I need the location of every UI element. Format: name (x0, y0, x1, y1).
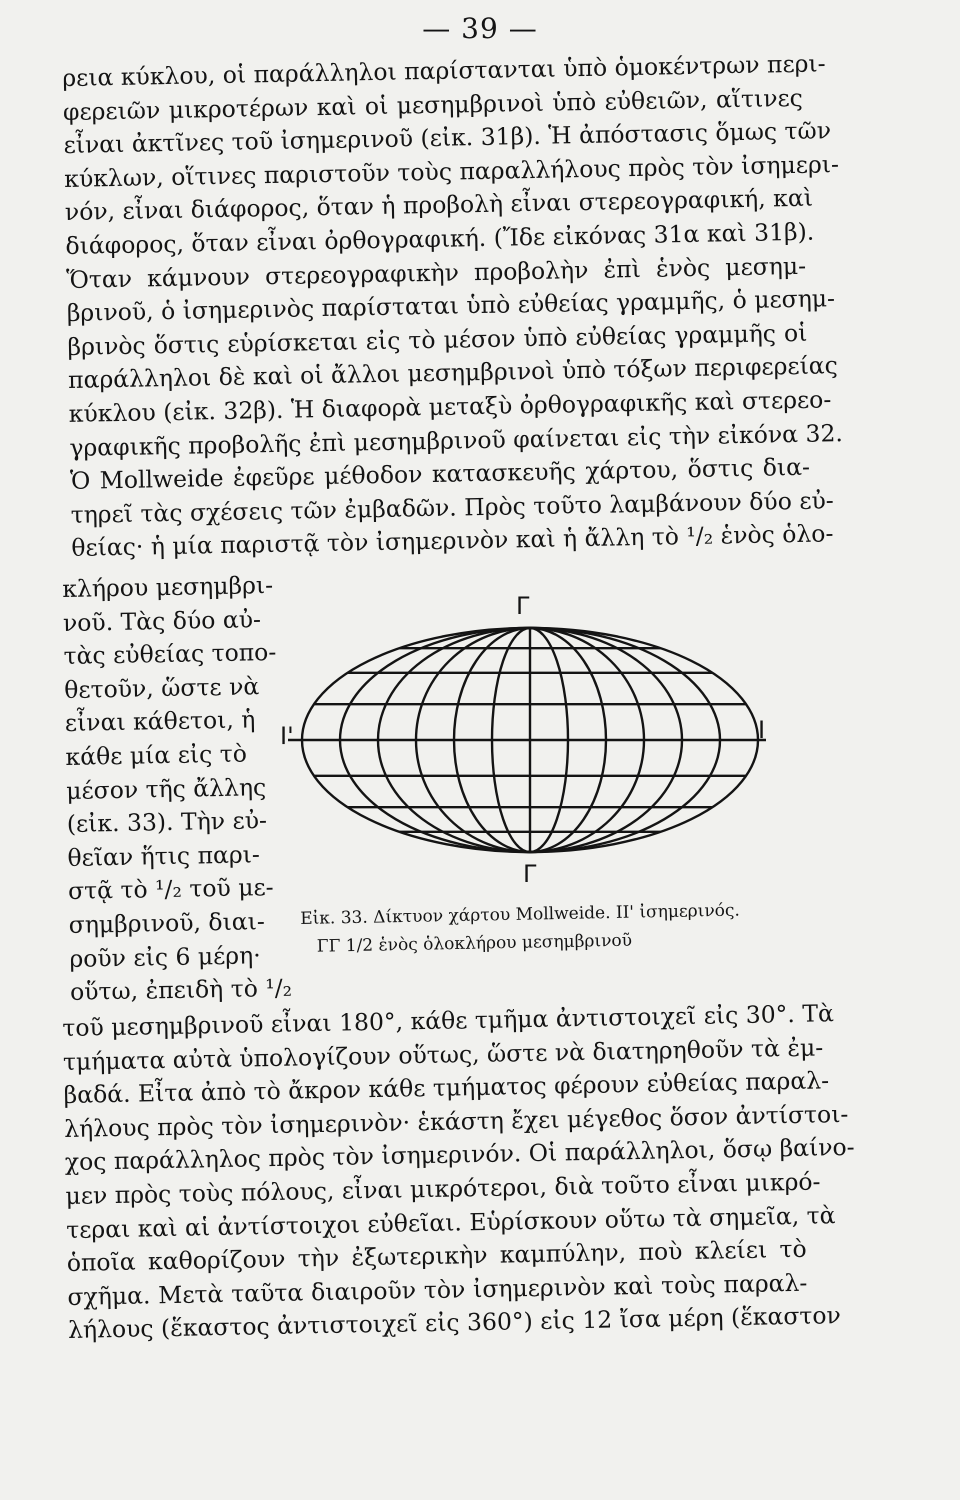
text-line: βαδά. Εἶτα ἀπὸ τὸ ἄκρον κάθε τμήματος φέρουν εὐθείας παραλ- (63, 1066, 830, 1110)
label-gamma-top: Γ (516, 592, 530, 620)
bottom-paragraphs (62, 998, 855, 1348)
text-line: βρινοῦ, ὁ ἰσημερινὸς παρίσταται ὑπὸ εὐθείας γραμμῆς, ὁ μεσημ- (66, 284, 836, 328)
text-line: μέσον τῆς ἄλλης (65, 772, 267, 805)
text-line: Ὁ Mollweide ἐφεῦρε μέθοδον κατασκευῆς χάρτου, ὅστις δια- (69, 452, 811, 496)
text-line: κάθε μία εἰς τὸ (65, 739, 248, 771)
text-line: ρεια κύκλου, οἱ παράλληλοι παρίστανται ὑπὸ ὁμοκέντρων περι- (62, 49, 826, 92)
text-line: παράλληλοι δὲ καὶ οἱ ἄλλοι μεσημβρινοὶ ὑπὸ τόξων περιφερείας (67, 351, 839, 395)
text-line: θείας· ἡ μία παριστᾷ τὸν ἰσημερινὸν καὶ ἡ ἄλλη τὸ ¹/₂ ἑνὸς ὁλο- (71, 519, 834, 563)
text-line: τεραι καὶ αἱ ἀντίστοιχοι εὐθεῖαι. Εὑρίσκουν οὕτω τὰ σημεῖα, τὰ (65, 1200, 836, 1244)
text-line: σημβρινοῦ, διαι- (68, 907, 266, 939)
text-line: τὰς εὐθείας τοπο- (63, 638, 277, 671)
text-line: οὕτω, ἐπειδὴ τὸ ¹/₂ (69, 973, 293, 1007)
text-line: Ὅταν κάμνουν στερεογραφικὴν προβολὴν ἐπὶ ἑνὸς μεσημ- (65, 251, 807, 294)
text-line: ροῦν εἰς 6 μέρη· (69, 940, 261, 973)
text-line: λήλους πρὸς τὸν ἰσημερινὸν· ἑκάστη ἔχει μέγεθος ὅσον ἀντίστοι- (63, 1099, 849, 1143)
label-iota-right: Ι (758, 716, 766, 744)
text-line: εἶναι ἀκτῖνες τοῦ ἰσημερινοῦ (εἰκ. 31β). Ἡ ἀπόστασις ὅμως τῶν (63, 116, 832, 160)
text-line: νόν, εἶναι διάφορος, ὅταν ἡ προβολὴ εἶναι στερεογραφική, καὶ (64, 183, 814, 227)
text-line: βρινὸς ὅστις εὑρίσκεται εἰς τὸ μέσον ὑπὸ εὐθείας γραμμῆς οἱ (67, 318, 808, 361)
text-line: ὁποῖα καθορίζουν τὴν ἐξωτερικὴν καμπύλην, ποὺ κλείει τὸ (66, 1234, 807, 1278)
text-line: κλήρου μεσημβρι- (62, 570, 274, 603)
caption-line-1: Εἰκ. 33. Δίκτυον χάρτου Mollweide. ΙΙ' ἰσημερινός. (300, 900, 741, 929)
text-line: γραφικῆς προβολῆς ἐπὶ μεσημβρινοῦ φαίνεται εἰς τὴν εἰκόνα 32. (69, 418, 844, 462)
text-line: (εἰκ. 33). Τὴν εὐ- (66, 806, 268, 839)
mollweide-figure (268, 590, 788, 920)
text-line: διάφορος, ὅταν εἶναι ὀρθογραφική. (Ἴδε εἰκόνας 31α καὶ 31β). (65, 217, 815, 260)
page-number: — 39 — (422, 12, 538, 45)
text-line: μεν πρὸς τοὺς πόλους, εἶναι μικρότεροι, διὰ τοῦτο εἶναι μικρό- (65, 1167, 821, 1210)
text-line: τμήματα αὐτὰ ὑπολογίζουν οὕτως, ὥστε νὰ διατηρηθοῦν τὰ ἐμ- (62, 1032, 824, 1076)
figure-caption (300, 895, 801, 961)
text-line: θετοῦν, ὥστε νὰ (63, 672, 260, 704)
label-gamma-bottom: Γ (523, 860, 537, 888)
text-line: στᾷ τὸ ¹/₂ τοῦ με- (67, 873, 274, 906)
text-line: τοῦ μεσημβρινοῦ εἶναι 180°, κάθε τμῆμα ἀντιστοιχεῖ εἰς 30°. Τὰ (62, 999, 835, 1042)
text-line: χος παράλληλος πρὸς τὸν ἰσημερινόν. Οἱ παράλληλοι, ὅσῳ βαίνο- (64, 1133, 855, 1177)
text-line: σχῆμα. Μετὰ ταῦτα διαιροῦν τὸν ἰσημερινὸν καὶ τοὺς παραλ- (67, 1268, 808, 1311)
text-line: εἶναι κάθετοι, ἡ (64, 705, 256, 738)
label-iota-left: Ι' (280, 722, 294, 750)
text-line: θεῖαν ἥτις παρι- (67, 840, 261, 872)
caption-line-2: ΓΓ 1/2 ἑνὸς ὁλοκλήρου μεσημβρινοῦ (316, 930, 633, 957)
top-paragraphs (62, 48, 844, 566)
text-line: νοῦ. Τὰς δύο αὐ- (62, 604, 262, 637)
text-line: κύκλου (εἰκ. 32β). Ἡ διαφορὰ μεταξὺ ὀρθογραφικῆς καὶ στερεο- (68, 385, 832, 428)
text-line: κύκλων, οἵτινες παριστοῦν τοὺς παραλλήλους πρὸς τὸν ἰσημερι- (63, 149, 840, 193)
text-line: φερειῶν μικροτέρων καὶ οἱ μεσημβρινοὶ ὑπὸ εὐθειῶν, αἵτινες (62, 83, 804, 126)
text-line: λήλους (ἕκαστος ἀντιστοιχεῖ εἰς 360°) εἰς 12 ἴσα μέρη (ἕκαστον (67, 1301, 842, 1345)
text-line: τηρεῖ τὰς σχέσεις τῶν ἐμβαδῶν. Πρὸς τοῦτο λαμβάνουν δύο εὐ- (70, 485, 834, 529)
